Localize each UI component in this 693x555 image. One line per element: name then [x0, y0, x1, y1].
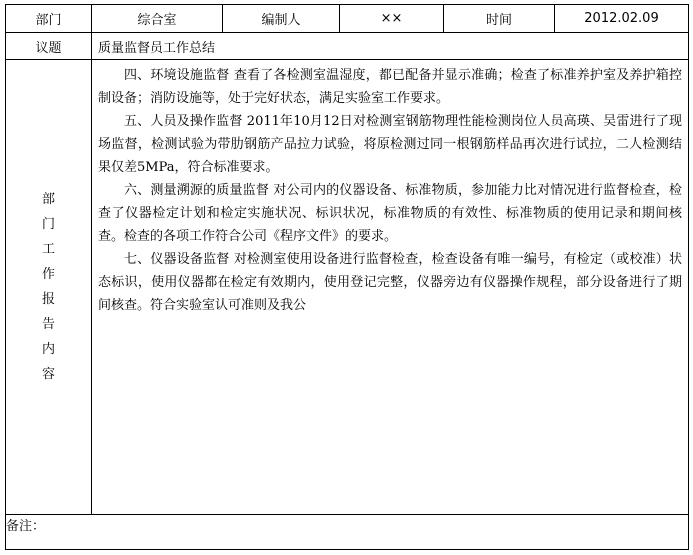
remark-row	[6, 515, 689, 550]
content-paragraph: 六、测量溯源的质量监督 对公司内的仪器设备、标准物质，参加能力比对情况进行监督检查，检查了仪器检定计划和检定实施状况、标识状况，标准物质的有效性、标准物质的使用记录和期间核查。检查的各项工作符合公司《程序文件》的要求。	[98, 183, 682, 244]
dept-label: 部门	[6, 5, 92, 33]
topic-row	[6, 33, 689, 60]
author-label: 编制人	[223, 5, 340, 33]
report-table	[5, 4, 689, 550]
header-row	[6, 5, 689, 33]
content-label-cell	[6, 60, 92, 515]
author-value: ××	[340, 5, 444, 33]
content-paragraph: 七、仪器设备监督 对检测室使用设备进行监督检查，检查设备有唯一编号，有检定（或校准）状态标识，使用仪器都在检定有效期内，使用登记完整，仪器旁边有仪器操作规程，部分设备进行了期间核查。符合实验室认可准则及我公	[98, 252, 682, 313]
content-row	[6, 60, 689, 515]
remark-label: 备注：	[6, 515, 689, 550]
time-value: 2012.02.09	[555, 5, 689, 33]
topic-label: 议题	[6, 33, 92, 60]
content-body	[92, 60, 688, 317]
topic-value: 质量监督员工作总结	[92, 33, 689, 60]
content-paragraph: 四、环境设施监督 查看了各检测室温湿度，都已配备并显示准确；检查了标准养护室及养护箱控制设备；消防设施等，处于完好状态，满足实验室工作要求。	[98, 68, 682, 106]
content-cell	[92, 60, 689, 515]
content-paragraph: 五、人员及操作监督 2011年10月12日对检测室钢筋物理性能检测岗位人员高瑛、吴雷进行了现场监督，检测试验为带肋钢筋产品拉力试验，将原检测过同一根钢筋样品再次进行试拉，二人检测结果仅差5MPa，符合标准要求。	[98, 114, 682, 175]
content-label: 部门工作报告内容	[41, 192, 55, 382]
report-form	[5, 4, 688, 550]
dept-value: 综合室	[92, 5, 223, 33]
time-label: 时间	[444, 5, 555, 33]
